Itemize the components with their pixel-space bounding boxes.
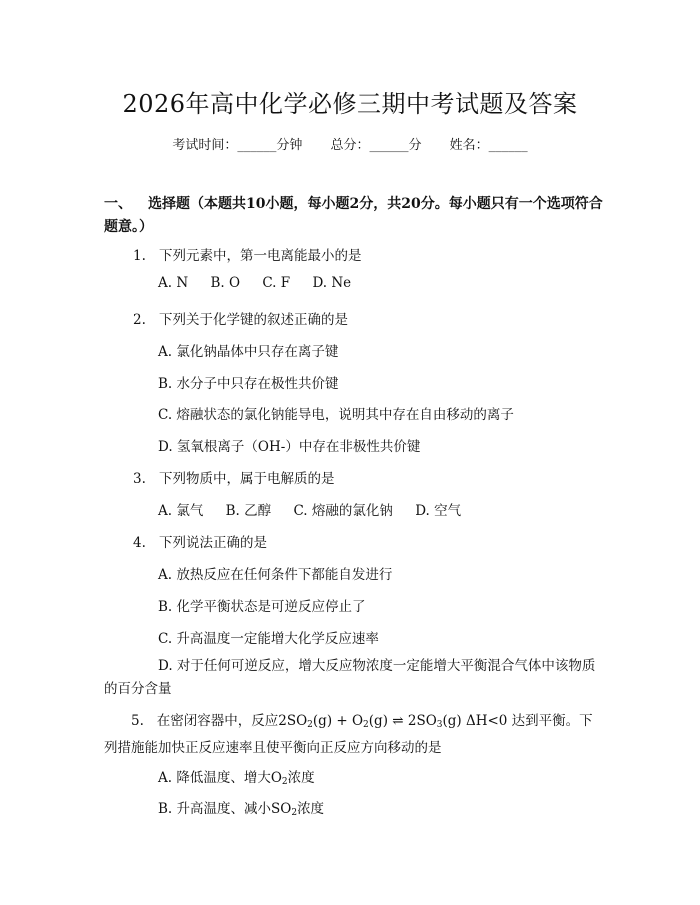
question-5: [104, 710, 600, 760]
total-score: 总分：______分: [330, 138, 422, 153]
subscript: 2: [363, 720, 369, 730]
question-number: 4.: [133, 535, 146, 551]
option-b: [158, 797, 324, 818]
option-a: A. N: [158, 275, 189, 291]
option-a-part-1: A. 降低温度、增大O: [158, 770, 282, 786]
question-1: [133, 244, 362, 264]
subscript: 3: [436, 720, 443, 730]
subscript: 2: [291, 808, 298, 818]
option-c: C. 熔融的氯化钠: [293, 503, 393, 519]
page-title: 2026年高中化学必修三期中考试题及答案: [122, 90, 578, 118]
option-c: C. 熔融状态的氯化钠能导电，说明其中存在自由移动的离子: [158, 407, 514, 423]
student-name: 姓名：______: [449, 138, 528, 153]
question-stem-part-4: (g) ΔH<0 达到平衡。下列措施能加快正反应速率且使平衡向正反应方向移动的是: [104, 713, 593, 756]
option-d: D. 空气: [415, 503, 462, 519]
question-stem-part-2: (g) + O: [312, 713, 364, 729]
option-b-part-1: B. 升高温度、减小SO: [158, 801, 292, 817]
option-d: D. Ne: [312, 275, 352, 291]
option-b: B. 乙醇: [225, 503, 272, 519]
question-stem-part-1: 在密闭容器中，反应2SO: [156, 713, 308, 729]
option-a-part-2: 浓度: [287, 770, 315, 786]
option-b: B. 水分子中只存在极性共价键: [158, 376, 339, 392]
question-2: [133, 308, 348, 328]
question-stem: 下列说法正确的是: [159, 535, 267, 551]
question-1-options: [158, 275, 369, 291]
exam-time: 考试时间：______分钟: [172, 138, 303, 153]
question-4: [133, 531, 267, 551]
option-a: A. 氯化钠晶体中只存在离子键: [158, 344, 339, 360]
question-number: 5.: [131, 713, 144, 729]
section-number: 一、: [104, 196, 132, 212]
question-3: [133, 467, 335, 487]
option-a: A. 放热反应在任何条件下都能自发进行: [158, 567, 393, 583]
subscript: 2: [307, 720, 313, 730]
option-a: [158, 766, 315, 787]
option-d: D. 氢氧根离子（OH-）中存在非极性共价键: [158, 439, 421, 455]
exam-meta: [0, 134, 700, 153]
question-number: 3.: [133, 471, 146, 487]
question-number: 1.: [133, 248, 146, 264]
question-stem: 下列关于化学键的叙述正确的是: [159, 312, 348, 328]
question-number: 2.: [133, 312, 146, 328]
section-text: 选择题（本题共10小题，每小题2分，共20分。每小题只有一个选项符合题意。）: [104, 196, 603, 235]
question-3-options: [158, 499, 479, 519]
option-c: C. F: [262, 275, 291, 291]
option-b: B. O: [210, 275, 241, 291]
question-stem-part-3: (g) ⇌ 2SO: [368, 713, 437, 729]
option-a: A. 氯气: [158, 503, 204, 519]
option-b: B. 化学平衡状态是可逆反应停止了: [158, 599, 366, 615]
section-heading: [104, 193, 604, 239]
option-c: C. 升高温度一定能增大化学反应速率: [158, 631, 379, 647]
question-stem: 下列物质中，属于电解质的是: [159, 471, 335, 487]
option-b-part-2: 浓度: [297, 801, 325, 817]
subscript: 2: [281, 777, 288, 787]
question-stem: 下列元素中，第一电离能最小的是: [159, 248, 362, 264]
option-d: D. 对于任何可逆反应，增大反应物浓度一定能增大平衡混合气体中该物质的百分含量: [104, 658, 596, 697]
